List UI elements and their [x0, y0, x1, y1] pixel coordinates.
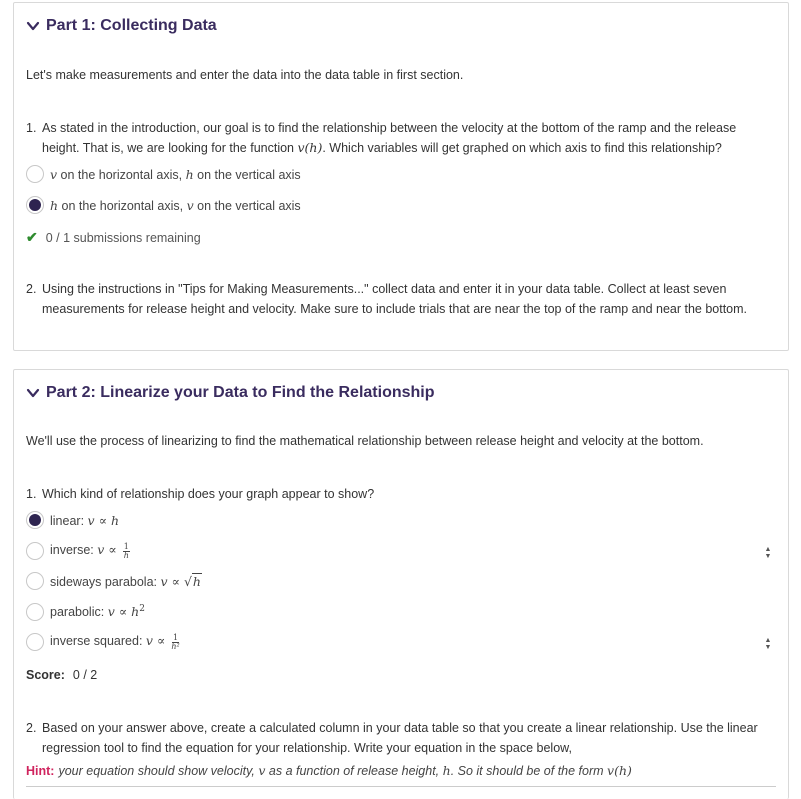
part-2-intro: We'll use the process of linearizing to find the mathematical relationship between release height and velocity at the bottom. — [26, 434, 704, 448]
function-expression: v(h) — [297, 140, 323, 155]
chevron-down-icon[interactable] — [26, 19, 40, 33]
hint: Hint: your equation should show velocity, v as a function of release height, h. So it should be of the form v(h) — [26, 763, 632, 778]
answer-option-sideways-parabola[interactable] — [26, 572, 202, 590]
part-2-title: Part 2: Linearize your Data to Find the Relationship — [46, 384, 435, 401]
part-2-question-2 — [26, 718, 766, 758]
chevron-down-icon[interactable] — [26, 386, 40, 400]
option-label: sideways parabola: v ∝ √h — [50, 573, 201, 589]
submissions-remaining: 0 / 1 submissions remaining — [45, 230, 201, 245]
answer-option[interactable] — [26, 196, 301, 214]
part-1-title: Part 1: Collecting Data — [46, 17, 217, 34]
question-text-line-2: height. That is, we are looking for the function v(h). Which variables will get graphed on which axis to find this relationship? — [42, 140, 722, 155]
part-1-question-2 — [26, 279, 766, 319]
radio-button-selected[interactable] — [26, 511, 44, 529]
part-1-card — [13, 2, 789, 351]
part-1-question-1 — [26, 118, 766, 158]
option-label: parabolic: $v \propto h^2$ — [50, 604, 145, 620]
stepper-icon[interactable]: ▲ ▼ — [764, 546, 772, 560]
option-label: linear: v ∝ h — [50, 512, 120, 528]
question-text: Using the instructions in "Tips for Making Measurements..." collect data and enter it in your data table. Collect at least seven — [42, 282, 727, 296]
part-2-question-1 — [26, 484, 766, 504]
option-label: h on the horizontal axis, v on the vertical axis — [50, 197, 301, 213]
submission-status — [26, 229, 201, 246]
answer-option-parabolic[interactable] — [26, 603, 145, 621]
answer-option[interactable] — [26, 165, 301, 183]
question-text: As stated in the introduction, our goal is to find the relationship between the velocity at the bottom of the ramp and the release — [42, 121, 737, 135]
fraction: $\frac{1}{h}$ — [123, 541, 129, 560]
answer-option-linear[interactable] — [26, 511, 119, 529]
part-2-card — [13, 369, 789, 799]
fraction: $\frac{1}{\text{h²}}$ — [171, 632, 180, 651]
radio-button[interactable] — [26, 165, 44, 183]
answer-option-inverse[interactable] — [26, 542, 130, 560]
question-text: Based on your answer above, create a calculated column in your data table so that you create a linear relationship. Use the linear — [42, 721, 758, 735]
check-icon: ✔ — [26, 229, 38, 245]
option-label: inverse: v ∝ $\frac{1}{h}$ — [50, 541, 129, 560]
part-1-header[interactable] — [26, 17, 217, 35]
hint-label: Hint: — [26, 764, 55, 778]
radio-button[interactable] — [26, 603, 44, 621]
question-text: Which kind of relationship does your graph appear to show? — [42, 487, 375, 501]
option-label: v on the horizontal axis, h on the vertical axis — [50, 166, 301, 182]
radio-button[interactable] — [26, 542, 44, 560]
answer-option-inverse-squared[interactable] — [26, 633, 180, 651]
radio-button[interactable] — [26, 572, 44, 590]
part-1-intro: Let's make measurements and enter the data into the data table in first section. — [26, 68, 464, 82]
stepper-icon[interactable]: ▲ ▼ — [764, 637, 772, 651]
radio-button[interactable] — [26, 633, 44, 651]
part-2-header[interactable] — [26, 384, 435, 402]
score-label: Score: — [26, 668, 65, 682]
score — [26, 668, 97, 682]
score-value: 0 / 2 — [72, 668, 98, 682]
question-number: 1. — [26, 487, 37, 501]
question-text-line-2: measurements for release height and velocity. Make sure to include trials that are near the top of the ramp and near the bottom. — [42, 302, 748, 316]
question-number: 2. — [26, 721, 37, 735]
square-root: √h — [183, 573, 201, 589]
question-number: 2. — [26, 282, 37, 296]
radio-button-selected[interactable] — [26, 196, 44, 214]
question-number: 1. — [26, 121, 37, 135]
question-text-line-2: regression tool to find the equation for your relationship. Write your equation in the space below, — [42, 741, 572, 755]
option-label: inverse squared: v ∝ $\frac{1}{\text{h²}}$ — [50, 632, 180, 651]
